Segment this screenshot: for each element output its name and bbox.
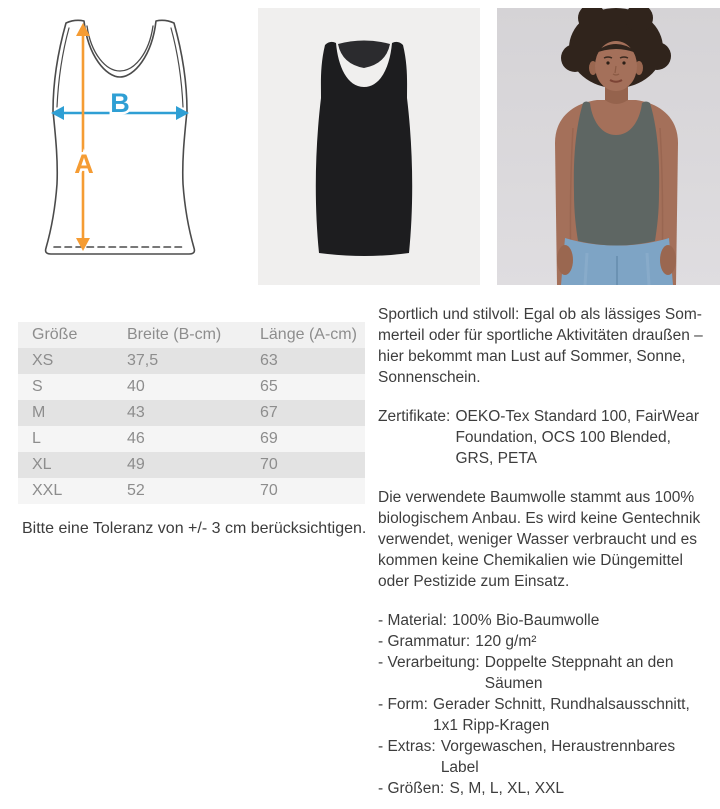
- spec-label: - Extras:: [378, 738, 436, 755]
- laenge-cell: 63: [260, 352, 278, 369]
- spec-value: S, M, L, XL, XXL: [449, 780, 565, 797]
- size-cell: XS: [32, 352, 54, 369]
- laenge-cell: 67: [260, 404, 278, 421]
- laenge-cell: 70: [260, 482, 278, 499]
- breite-cell: 37,5: [127, 352, 159, 369]
- spec-item: [378, 631, 710, 652]
- breite-cell: 40: [127, 378, 145, 395]
- size-table-header-breite: Breite (B-cm): [127, 326, 222, 343]
- size-table-header-groesse: Größe: [32, 326, 78, 343]
- spec-value: Vorgewaschen, Heraustrennbares Label: [440, 738, 676, 776]
- spec-value: 120 g/m²: [475, 633, 537, 650]
- model-figure: [555, 8, 678, 285]
- laenge-cell: 69: [260, 430, 278, 447]
- laenge-cell: 70: [260, 456, 278, 473]
- tank-top-outline: [46, 20, 195, 254]
- size-table-row: [18, 452, 365, 478]
- breite-cell: 46: [127, 430, 145, 447]
- size-table-header-laenge: Länge (A-cm): [260, 326, 357, 343]
- breite-cell: 43: [127, 404, 145, 421]
- product-photo-black-tanktop: [258, 8, 480, 285]
- model-illustration: [497, 8, 720, 285]
- spec-item: [378, 736, 710, 778]
- spec-label: - Größen:: [378, 780, 445, 797]
- length-label-a: A: [74, 149, 94, 179]
- size-diagram-drawing: [0, 0, 240, 285]
- spec-label: - Grammatur:: [378, 633, 471, 650]
- spec-item: [378, 694, 710, 736]
- size-cell: XXL: [32, 482, 63, 499]
- spec-item: [378, 610, 710, 631]
- tolerance-note: Bitte eine Toleranz von +/- 3 cm berücksichtigen.: [22, 520, 367, 537]
- certificates-value: OEKO-Tex Standard 100, FairWear Foundation, OCS 100 Blended, GRS, PETA: [455, 408, 699, 467]
- spec-label: - Material:: [378, 612, 447, 629]
- size-table-row: [18, 400, 365, 426]
- spec-label: - Verarbeitung:: [378, 654, 480, 671]
- breite-cell: 52: [127, 482, 145, 499]
- spec-item: [378, 652, 710, 694]
- model-photo: [497, 8, 720, 285]
- black-tanktop-illustration: [258, 8, 480, 285]
- size-table-row: [18, 374, 365, 400]
- certificates-label: Zertifikate:: [378, 408, 451, 425]
- size-cell: XL: [32, 456, 52, 473]
- size-table-header-row: [18, 322, 365, 348]
- laenge-cell: 65: [260, 378, 278, 395]
- product-description-text: [378, 304, 710, 799]
- spec-value: 100% Bio-Baumwolle: [452, 612, 600, 629]
- width-label-b: B: [110, 88, 130, 118]
- size-cell: M: [32, 404, 46, 421]
- breite-cell: 49: [127, 456, 145, 473]
- intro-paragraph: Sportlich und stilvoll: Egal ob als lässiges Sommerteil oder für sportliche Aktivitäten draußen – hier bekommt man Lust auf Sommer, Sonne, Sonnenschein.: [378, 306, 703, 386]
- spec-label: - Form:: [378, 696, 428, 713]
- size-cell: L: [32, 430, 41, 447]
- spec-list: [378, 610, 710, 799]
- size-table: [18, 322, 365, 504]
- spec-value: Gerader Schnitt, Rundhalsausschnitt, 1x1 Ripp-Kragen: [433, 696, 690, 734]
- spec-item: [378, 778, 710, 799]
- size-table-row: [18, 426, 365, 452]
- size-cell: S: [32, 378, 43, 395]
- size-table-row: [18, 348, 365, 374]
- certificates-paragraph: [378, 406, 710, 469]
- spec-value: Doppelte Steppnaht an den Säumen: [484, 654, 674, 692]
- cotton-paragraph: Die verwendete Baumwolle stammt aus 100% biologischem Anbau. Es wird keine Gentechnik verwendet, weniger Wasser verbraucht und es kommen keine Chemikalien wie Düngemittel oder Pestizide zum Einsatz.: [378, 489, 701, 590]
- size-table-row: [18, 478, 365, 504]
- size-diagram-image: [0, 0, 240, 285]
